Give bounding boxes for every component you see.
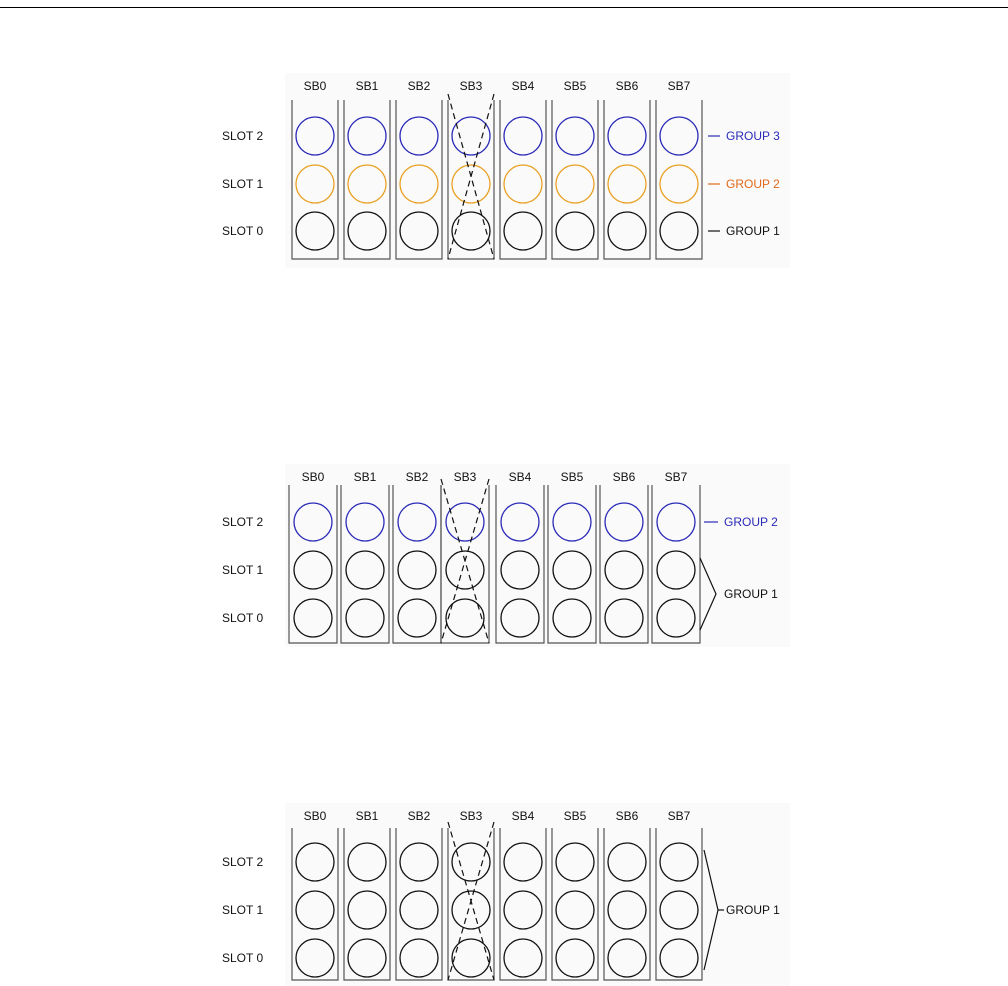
group-label: GROUP 2 bbox=[726, 177, 780, 191]
slot-label: SLOT 0 bbox=[222, 611, 264, 625]
group-label: GROUP 1 bbox=[726, 224, 780, 238]
slot-label: SLOT 1 bbox=[222, 903, 264, 917]
bay-header-label: SB7 bbox=[664, 470, 688, 484]
slot-label: SLOT 1 bbox=[222, 177, 264, 191]
slot-grouping-diagram-three-groups bbox=[0, 68, 1008, 268]
group-label: GROUP 1 bbox=[724, 587, 778, 601]
bay-header-label: SB5 bbox=[560, 470, 584, 484]
bay-header-label: SB2 bbox=[407, 79, 431, 93]
group-label: GROUP 3 bbox=[726, 129, 780, 143]
bay-header-label: SB1 bbox=[353, 470, 377, 484]
diagram-background bbox=[285, 73, 790, 268]
bay-header-label: SB0 bbox=[303, 79, 327, 93]
bay-header-label: SB2 bbox=[405, 470, 429, 484]
slot-grouping-diagram-two-groups bbox=[0, 459, 1008, 649]
bay-header-label: SB1 bbox=[355, 79, 379, 93]
slot-grouping-diagram-one-group bbox=[0, 798, 1008, 986]
slot-label: SLOT 2 bbox=[222, 515, 264, 529]
bay-header-label: SB7 bbox=[667, 79, 691, 93]
slot-label: SLOT 2 bbox=[222, 855, 264, 869]
bay-header-label: SB4 bbox=[508, 470, 532, 484]
slot-label: SLOT 1 bbox=[222, 563, 264, 577]
bay-header-label: SB7 bbox=[667, 809, 691, 823]
bay-header-label: SB3 bbox=[453, 470, 477, 484]
bay-header-label: SB0 bbox=[301, 470, 325, 484]
bay-header-label: SB0 bbox=[303, 809, 327, 823]
bay-header-label: SB4 bbox=[511, 79, 535, 93]
bay-header-label: SB5 bbox=[563, 79, 587, 93]
bay-header-label: SB6 bbox=[615, 809, 639, 823]
group-label: GROUP 1 bbox=[726, 903, 780, 917]
bay-header-label: SB3 bbox=[459, 809, 483, 823]
bay-header-label: SB6 bbox=[615, 79, 639, 93]
group-label: GROUP 2 bbox=[724, 515, 778, 529]
slot-label: SLOT 2 bbox=[222, 129, 264, 143]
slot-label: SLOT 0 bbox=[222, 224, 264, 238]
slot-label: SLOT 0 bbox=[222, 951, 264, 965]
diagram-background bbox=[285, 464, 790, 647]
page-top-rule bbox=[0, 7, 1008, 8]
bay-header-label: SB1 bbox=[355, 809, 379, 823]
bay-header-label: SB6 bbox=[612, 470, 636, 484]
bay-header-label: SB4 bbox=[511, 809, 535, 823]
bay-header-label: SB2 bbox=[407, 809, 431, 823]
bay-header-label: SB3 bbox=[459, 79, 483, 93]
bay-header-label: SB5 bbox=[563, 809, 587, 823]
